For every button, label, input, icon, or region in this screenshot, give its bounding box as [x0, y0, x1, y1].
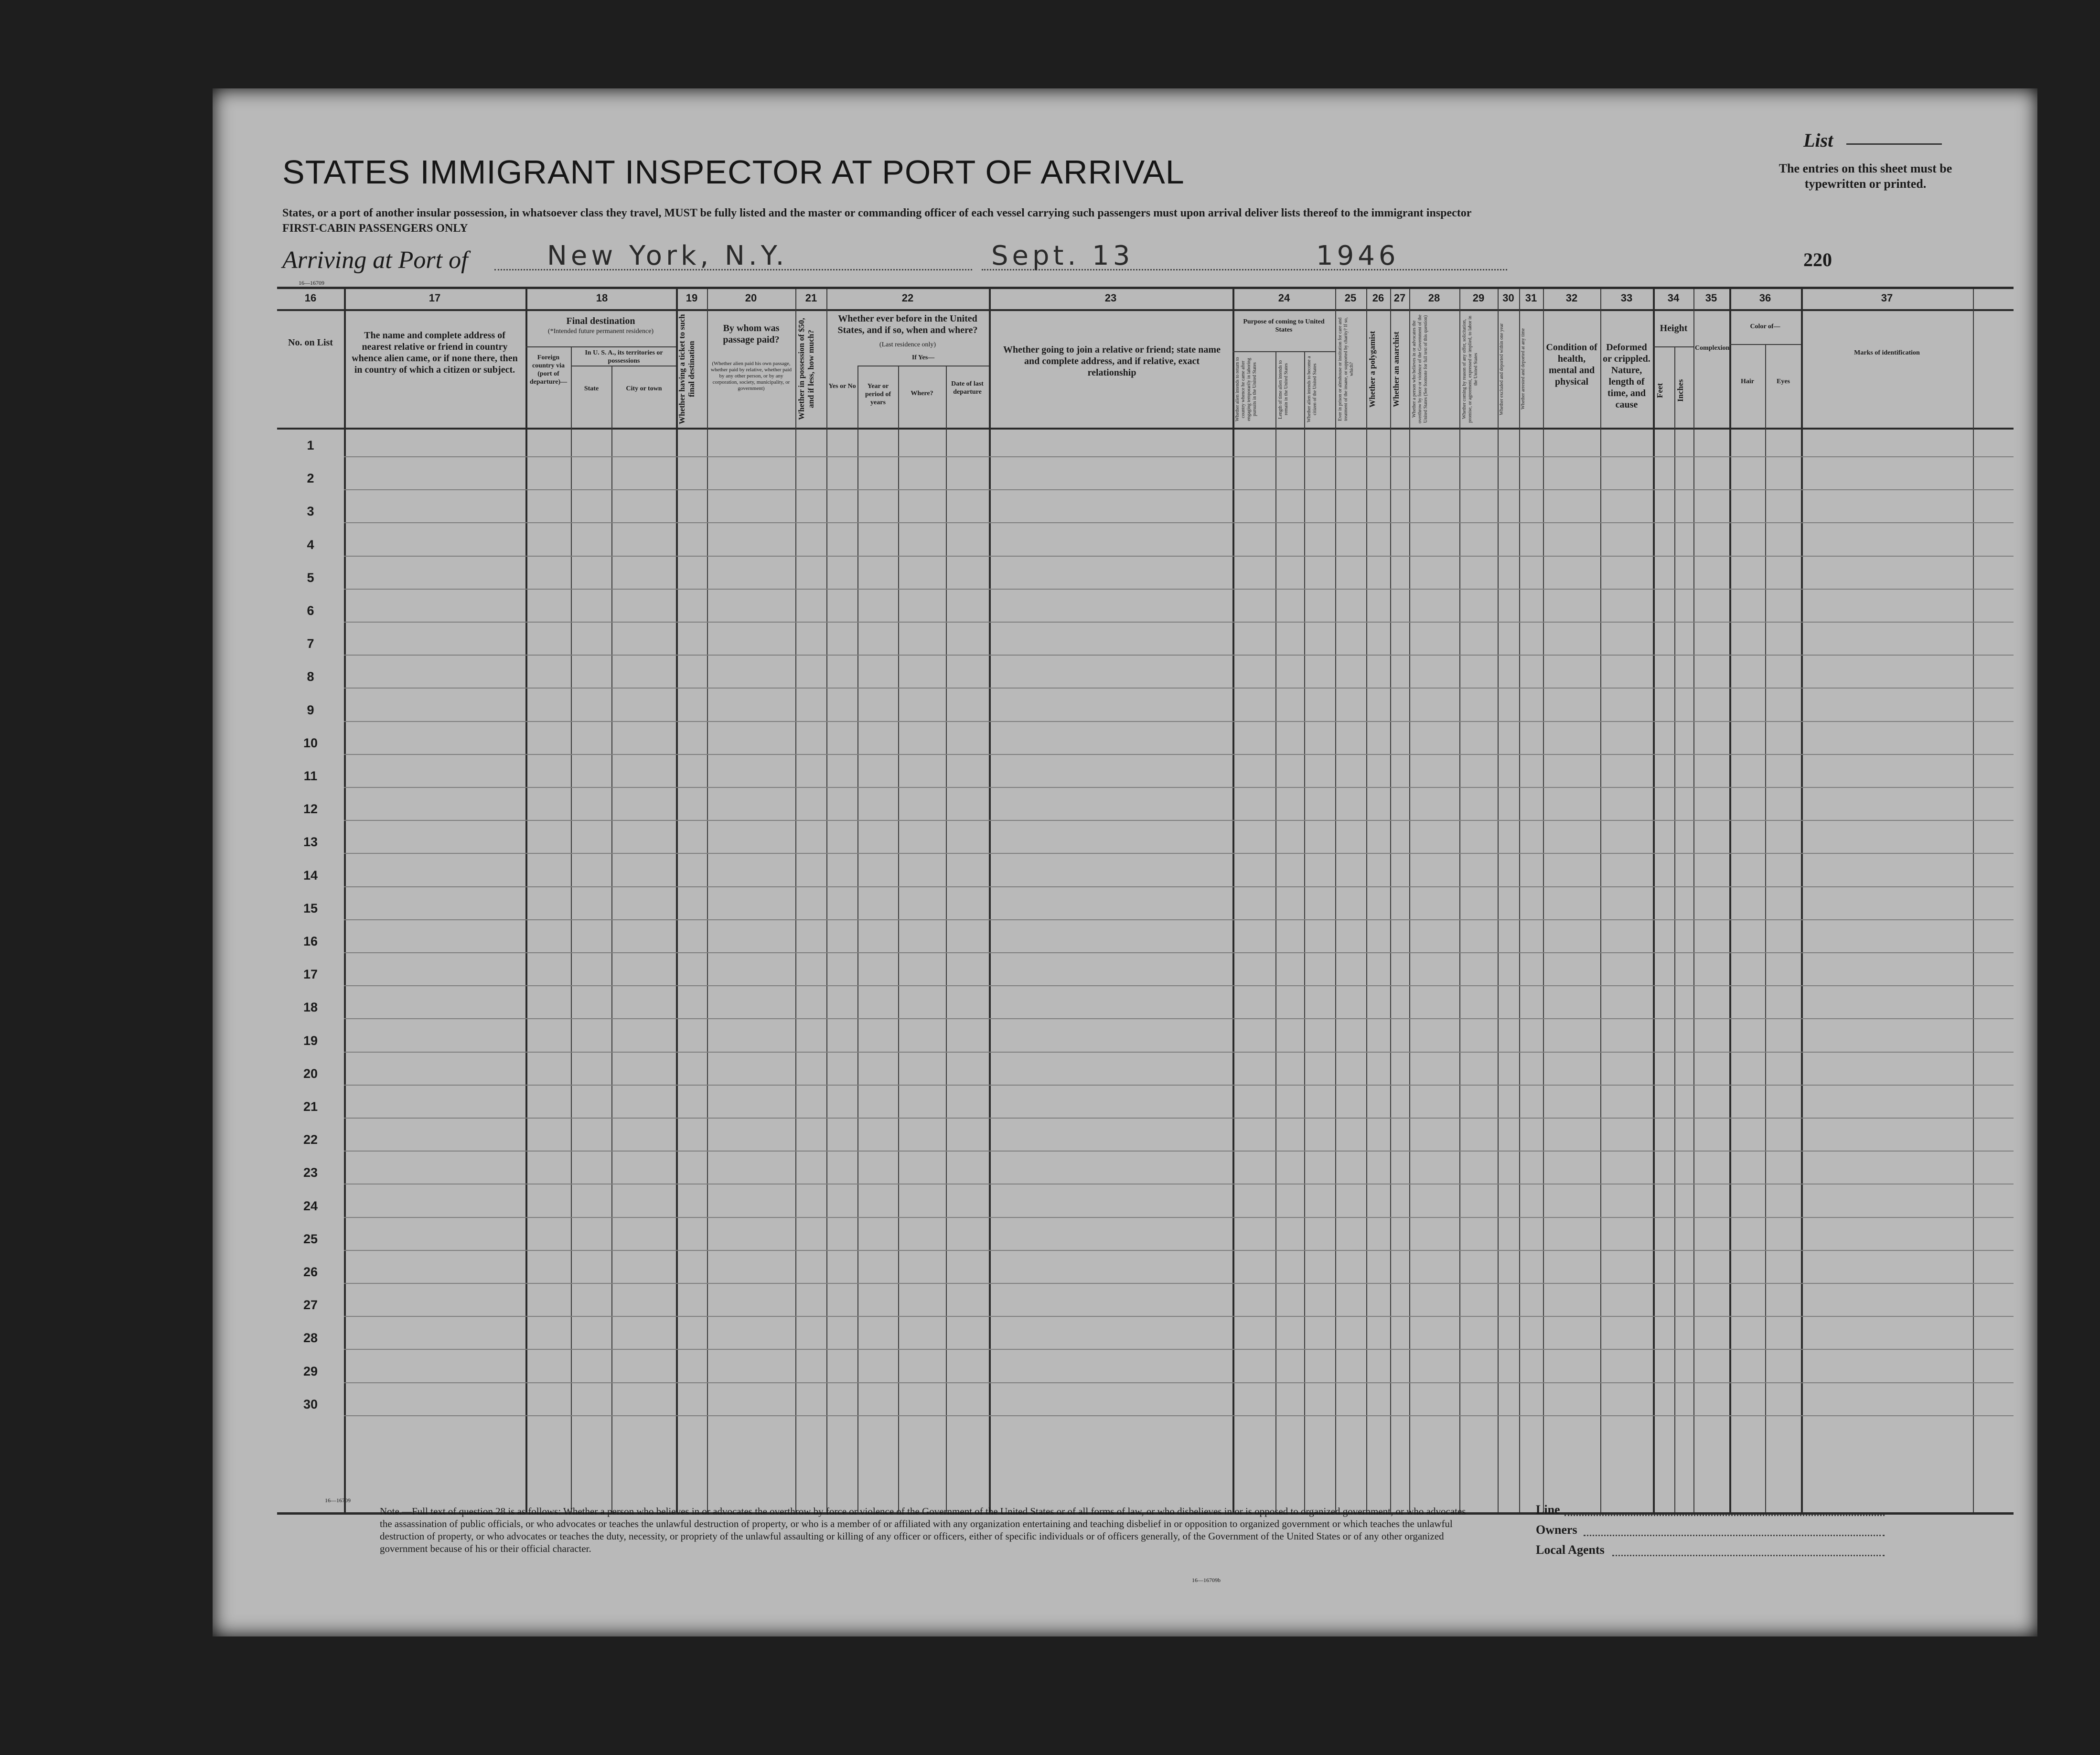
col-num: 16 [304, 292, 317, 304]
row-number: 22 [303, 1132, 318, 1147]
row-number: 6 [307, 603, 314, 618]
ever-before-note: (Last residence only) [879, 341, 936, 348]
manifest-table [277, 287, 2014, 1515]
arriving-label: Arriving at Port of [282, 247, 468, 274]
local-agents-label: Local Agents [1536, 1543, 1605, 1557]
col-header-citizen-intent: Whether alien intends to become a citizen of the United States [1307, 356, 1318, 423]
col-num: 18 [596, 292, 608, 304]
row-line [344, 688, 2014, 689]
row-number: 7 [307, 636, 314, 651]
date-value: Sept. 13 [991, 240, 1134, 271]
row-line [344, 456, 2014, 457]
col-num: 37 [1881, 292, 1893, 304]
col-num: 20 [745, 292, 757, 304]
footnote-28: Note.—Full text of question 28 is as follows: Whether a person who believes in or advocates the overthrow by force or violence of the Government of the United States or of all forms of law, or who disbelieves in or is opposed to organized government, or who advocates the assassination of public officials, or who advocates or teaches the unlawful destruction of property, or who is a member of or affiliated with any organization entertaining and teaching disbelief in or opposition to organized government or which teaches the unlawful destruction of property, or who advocates or teaches the duty, necessity, or propriety of the unlawful assaulting or killing of any officer or officers, either of specific individuals or of officers generally, of the Government of the United States or of any other organized government because of his or their official character. [380, 1506, 1466, 1554]
row-number: 11 [303, 769, 318, 783]
owners-field [1584, 1535, 1885, 1536]
col-num: 23 [1104, 292, 1117, 304]
row-line [344, 1052, 2014, 1053]
col-num: 31 [1525, 292, 1537, 304]
col-header-color-of: Color of— [1750, 323, 1780, 330]
row-line [344, 1250, 2014, 1251]
row-line [344, 1415, 2014, 1416]
row-number: 4 [307, 537, 314, 552]
row-line [344, 1217, 2014, 1218]
list-number-line [1846, 143, 1942, 145]
subtitle-text: States, or a port of another insular possession, in whatsoever class they travel, MUST be fully listed and the master or commanding officer of each vessel carrying such passengers must upon arrival deliver lists thereof to the immigrant inspector [282, 207, 1472, 219]
row-line [344, 556, 2014, 557]
col-header-city: City or town [626, 385, 662, 392]
col-header-fifty-dollars: Whether in possession of $50, and if less, how much? [797, 318, 815, 420]
col-header-relative: The name and complete address of nearest relative or friend in country whence alien came, or if none there, then in country of which a citizen or subject. [352, 330, 518, 375]
port-value: New York, N.Y. [547, 240, 788, 271]
col-header-final-destination: Final destination [566, 316, 635, 326]
row-number: 9 [307, 702, 314, 717]
col-header-height: Height [1660, 323, 1688, 334]
col-num: 32 [1565, 292, 1578, 304]
class-note: FIRST-CABIN PASSENGERS ONLY [282, 222, 468, 235]
col-header-length-of-stay: Length of time alien intends to remain in the United States [1278, 360, 1289, 419]
row-line [344, 886, 2014, 887]
row-line [344, 589, 2014, 590]
owners-label: Owners [1536, 1523, 1577, 1537]
row-line [344, 820, 2014, 821]
col-num: 27 [1393, 292, 1406, 304]
row-line [344, 1349, 2014, 1350]
year-value: 1946 [1316, 240, 1400, 271]
row-line [344, 489, 2014, 490]
row-number: 24 [303, 1198, 318, 1213]
row-number: 27 [303, 1298, 318, 1313]
col-header-complexion: Complexion [1695, 345, 1730, 352]
row-number: 15 [303, 901, 318, 915]
subtitle [282, 205, 1811, 236]
col-header-overthrow: Whether a person who believes in or advocates the overthrow by force or violence of the Government of the United States (See footnote for full text of this question) [1412, 314, 1428, 424]
line-label: Line [1536, 1503, 1560, 1517]
col-header-state: State [584, 385, 599, 392]
row-number: 21 [303, 1099, 318, 1114]
row-line [344, 787, 2014, 788]
col-header-passage-paid: By whom was passage paid? [723, 323, 780, 345]
row-line [344, 1018, 2014, 1019]
row-number: 1 [307, 438, 314, 452]
col-num: 17 [429, 292, 441, 304]
col-num: 30 [1502, 292, 1514, 304]
row-number: 28 [303, 1331, 318, 1346]
col-header-ticket: Whether having a ticket to such final destination [677, 314, 696, 424]
row-line [344, 1283, 2014, 1284]
row-number: 14 [303, 868, 318, 883]
col-header-eyes: Eyes [1777, 378, 1790, 385]
row-line [344, 622, 2014, 623]
col-num: 33 [1620, 292, 1633, 304]
row-number: 29 [303, 1364, 318, 1378]
row-number: 23 [303, 1165, 318, 1180]
passage-paid-note: (Whether alien paid his own passage, whether paid by relative, whether paid by any other person, or by any corporation, society, municipality, or government) [710, 361, 792, 391]
form-code-bottom: 16—16709 [325, 1497, 351, 1504]
col-header-excluded: Whether excluded and deported within one year [1499, 323, 1504, 415]
row-number: 17 [303, 967, 318, 982]
col-num: 35 [1705, 292, 1717, 304]
footnote-code: 16—16709b [1192, 1577, 1221, 1583]
local-agents-field [1612, 1555, 1885, 1556]
row-number: 2 [307, 471, 314, 486]
page-title: STATES IMMIGRANT INSPECTOR AT PORT OF ARRIVAL [282, 153, 1185, 191]
col-num: 22 [901, 292, 914, 304]
sheet-number: 220 [1803, 249, 1832, 270]
col-num: 24 [1278, 292, 1290, 304]
manifest-sheet [213, 88, 2037, 1637]
row-number: 13 [303, 835, 318, 850]
col-num: 34 [1667, 292, 1680, 304]
row-line [344, 655, 2014, 656]
row-line [344, 853, 2014, 854]
col-header-no-on-list: No. on List [288, 337, 333, 348]
col-header-last-departure: Date of last departure [951, 380, 984, 396]
row-number: 25 [303, 1231, 318, 1246]
col-header-health: Condition of health, mental and physical [1546, 342, 1597, 387]
row-number: 12 [303, 802, 318, 817]
row-number: 16 [303, 934, 318, 948]
col-header-polygamist: Whether a polygamist [1368, 331, 1377, 408]
col-num: 26 [1372, 292, 1384, 304]
col-header-arrested: Whether arrested and deported at any time [1521, 328, 1526, 410]
col-header-yes-no: Yes or No [828, 383, 856, 390]
list-label: List [1803, 129, 1833, 151]
row-line [344, 522, 2014, 523]
row-line [344, 985, 2014, 986]
col-header-hair: Hair [1741, 378, 1754, 385]
col-header-if-yes: If Yes— [911, 354, 935, 361]
row-line [344, 721, 2014, 722]
form-code: 16—16709 [299, 280, 324, 286]
col-header-where: Where? [911, 390, 933, 397]
col-header-purpose: Purpose of coming to United States [1243, 318, 1325, 334]
col-header-usa: In U. S. A., its territories or possessions [585, 349, 663, 365]
col-num: 28 [1428, 292, 1440, 304]
col-header-deformed: Deformed or crippled. Nature, length of time, and cause [1603, 342, 1650, 410]
row-line [344, 952, 2014, 953]
col-header-inches: Inches [1676, 379, 1685, 402]
col-header-ever-before: Whether ever before in the United States, and if so, when and where? [837, 313, 978, 335]
row-number: 19 [303, 1033, 318, 1048]
col-header-prison: Ever in prison or almshouse or institution for care and treatment of the insane, or supported by charity? If so, which? [1338, 317, 1354, 421]
col-header-feet: Feet [1655, 383, 1664, 398]
col-header-joining-relative: Whether going to join a relative or friend; state name and complete address, and if relative, exact relationship [1003, 345, 1221, 378]
row-number: 5 [307, 570, 314, 585]
row-line [344, 1151, 2014, 1152]
col-num: 29 [1472, 292, 1485, 304]
col-num: 25 [1344, 292, 1357, 304]
col-header-marks: Marks of identification [1854, 349, 1920, 356]
row-line [344, 1118, 2014, 1119]
instructions: The entries on this sheet must be typewritten or printed. [1779, 162, 1952, 191]
row-line [344, 1316, 2014, 1317]
final-destination-note: (*Intended future permanent residence) [547, 328, 654, 335]
line-field [1564, 1515, 1885, 1516]
row-number: 18 [303, 1000, 318, 1015]
row-number: 26 [303, 1265, 318, 1279]
col-header-anarchist: Whether an anarchist [1392, 331, 1401, 407]
col-num: 21 [805, 292, 817, 304]
row-number: 8 [307, 669, 314, 684]
col-header-return-intent: Whether alien intends to return to country whence he came after engaging temporarily in laboring pursuits in the United States [1235, 357, 1257, 422]
row-number: 30 [303, 1397, 318, 1411]
row-number: 10 [303, 735, 318, 750]
col-header-labor-offer: Whether coming by reason of any offer, solicitation, promise, or agreement, expressed or implied, to labor in the United States [1462, 315, 1479, 423]
col-header-period: Year or period of years [865, 383, 891, 406]
col-num: 36 [1759, 292, 1771, 304]
row-number: 3 [307, 504, 314, 519]
row-number: 20 [303, 1066, 318, 1081]
row-line [344, 754, 2014, 755]
row-line [344, 1085, 2014, 1086]
row-line [344, 919, 2014, 920]
row-line [344, 1382, 2014, 1383]
col-num: 19 [686, 292, 698, 304]
col-header-foreign-country: Foreign country via (port of departure)— [529, 354, 568, 386]
